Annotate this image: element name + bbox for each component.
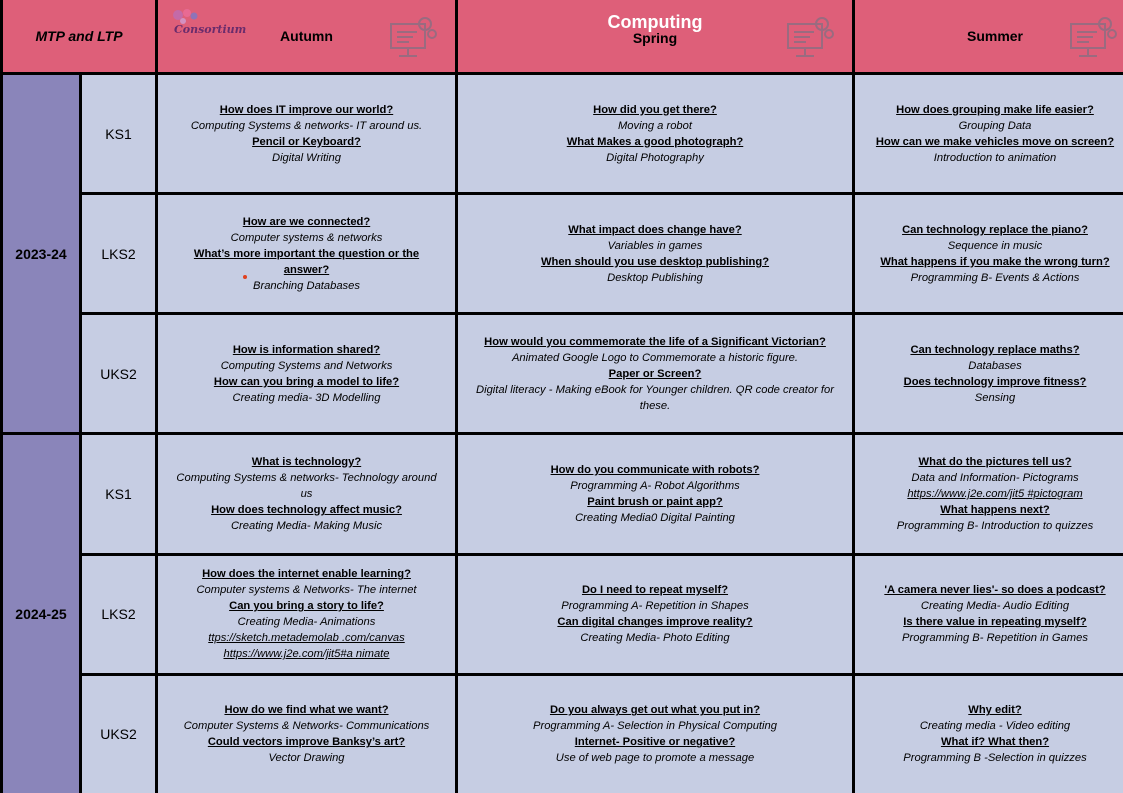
unit-description: Computer Systems & Networks- Communications xyxy=(183,720,430,733)
unit-description: Computing Systems & networks- Technology around us xyxy=(176,472,437,501)
computer-gear-icon xyxy=(786,14,834,60)
unit-question: How does technology affect music? xyxy=(211,504,402,517)
unit-description: Digital Photography xyxy=(606,151,704,164)
mtp-label: MTP and LTP xyxy=(35,28,123,44)
resource-link[interactable]: https://www.j2e.com/jit5#a nimate xyxy=(223,648,390,661)
unit-description: Computing Systems and Networks xyxy=(220,359,393,372)
unit-question: How do we find what we want? xyxy=(224,704,389,717)
spring-cell xyxy=(458,75,852,192)
unit-description: Programming A- Repetition in Shapes xyxy=(561,600,749,613)
unit-question: How can you bring a model to life? xyxy=(213,375,400,388)
unit-question: What Makes a good photograph? xyxy=(566,135,744,148)
summer-cell xyxy=(855,556,1123,673)
header-autumn xyxy=(158,0,455,72)
unit-question: Paint brush or paint app? xyxy=(587,496,723,509)
unit-question: Can technology replace maths? xyxy=(910,343,1080,356)
unit-question: How do you communicate with robots? xyxy=(550,464,760,477)
unit-description: Databases xyxy=(968,359,1022,372)
unit-question: Could vectors improve Banksy’s art? xyxy=(207,736,406,749)
page-title: Computing xyxy=(607,12,703,32)
unit-description: Data and Information- Pictograms xyxy=(911,472,1079,485)
unit-question: How does grouping make life easier? xyxy=(896,103,1094,116)
unit-description: Computer systems & networks xyxy=(230,231,383,244)
unit-description: Sequence in music xyxy=(947,239,1043,252)
unit-description: Digital literacy - Making eBook for Younger children. QR code creator for these. xyxy=(476,383,834,412)
unit-description: Programming B- Events & Actions xyxy=(910,271,1080,284)
unit-question: How can we make vehicles move on screen? xyxy=(875,135,1115,148)
unit-question: Is there value in repeating myself? xyxy=(903,616,1087,629)
unit-description: Programming A- Selection in Physical Computing xyxy=(533,720,777,733)
unit-question: How are we connected? xyxy=(242,215,371,228)
unit-question: What happens if you make the wrong turn? xyxy=(880,255,1110,268)
unit-description: Creating Media- Animations xyxy=(237,616,376,629)
spring-cell xyxy=(458,315,852,432)
unit-description: Creating Media0 Digital Painting xyxy=(575,512,735,525)
unit-description: Creating Media- Making Music xyxy=(230,520,383,533)
year-label-line: 25 xyxy=(51,606,67,623)
unit-question: How is information shared? xyxy=(232,343,381,356)
unit-description: Branching Databases xyxy=(253,279,360,292)
unit-description: Variables in games xyxy=(607,239,703,252)
key-stage-label: LKS2 xyxy=(82,556,155,673)
unit-description: Moving a robot xyxy=(617,119,692,132)
spring-label: Spring xyxy=(632,30,678,46)
year-label xyxy=(3,435,79,793)
unit-question: What happens next? xyxy=(940,504,1050,517)
key-stage-label: KS1 xyxy=(82,435,155,552)
year-label xyxy=(3,75,79,432)
unit-description: Programming B -Selection in quizzes xyxy=(903,752,1087,765)
unit-question: Do I need to repeat myself? xyxy=(581,584,729,597)
key-stage-label: UKS2 xyxy=(82,315,155,432)
unit-question: Can digital changes improve reality? xyxy=(557,616,753,629)
unit-description: Computing Systems & networks- IT around us. xyxy=(190,119,423,132)
unit-description: Vector Drawing xyxy=(268,752,345,765)
key-stage-label: UKS2 xyxy=(82,676,155,793)
unit-question: What impact does change have? xyxy=(568,223,742,236)
unit-description: Creating media- 3D Modelling xyxy=(232,391,381,404)
bullet-dot xyxy=(243,275,247,279)
unit-description: Use of web page to promote a message xyxy=(555,752,755,765)
unit-description: Introduction to animation xyxy=(933,151,1057,164)
computer-gear-icon xyxy=(389,14,437,60)
unit-description: Programming B- Repetition in Games xyxy=(902,632,1088,645)
unit-description: Sensing xyxy=(974,391,1016,404)
unit-question: Why edit? xyxy=(968,704,1022,717)
unit-question: What if? What then? xyxy=(940,736,1050,749)
unit-question: What do the pictures tell us? xyxy=(918,456,1072,469)
unit-question: Does technology improve fitness? xyxy=(903,375,1087,388)
year-label-line: 2023- xyxy=(15,245,52,262)
unit-question: 'A camera never lies'- so does a podcast? xyxy=(884,584,1106,597)
autumn-cell xyxy=(158,556,455,673)
unit-description: Animated Google Logo to Commemorate a historic figure. xyxy=(511,351,799,364)
unit-question: How does the internet enable learning? xyxy=(202,568,411,581)
year-label-line: 24 xyxy=(51,245,67,262)
spring-cell xyxy=(458,676,852,793)
spring-cell xyxy=(458,435,852,552)
summer-cell xyxy=(855,315,1123,432)
unit-description: Programming B- Introduction to quizzes xyxy=(896,520,1094,533)
unit-question: How did you get there? xyxy=(593,103,717,116)
autumn-cell xyxy=(158,435,455,552)
header-summer xyxy=(855,0,1123,72)
unit-question: Pencil or Keyboard? xyxy=(252,135,361,148)
unit-description: Desktop Publishing xyxy=(607,271,703,284)
year-label-line: 2024- xyxy=(15,606,52,623)
svg-text:Consortium: Consortium xyxy=(174,23,247,36)
summer-cell xyxy=(855,435,1123,552)
unit-description: Computer systems & Networks- The internet xyxy=(196,584,417,597)
spring-cell xyxy=(458,556,852,673)
unit-description: Grouping Data xyxy=(958,119,1032,132)
autumn-label: Autumn xyxy=(280,28,333,44)
key-stage-label: LKS2 xyxy=(82,195,155,312)
autumn-cell xyxy=(158,315,455,432)
unit-question: Paper or Screen? xyxy=(608,367,702,380)
unit-question: How would you commemorate the life of a Significant Victorian? xyxy=(484,335,826,348)
autumn-cell xyxy=(158,676,455,793)
summer-cell xyxy=(855,676,1123,793)
unit-question: What’s more important the question or the answer? xyxy=(193,247,420,276)
unit-description: Creating media - Video editing xyxy=(919,720,1071,733)
unit-description: Creating Media- Photo Editing xyxy=(580,632,730,645)
header-mtp-ltp xyxy=(3,0,155,72)
header-spring xyxy=(458,0,852,72)
autumn-cell xyxy=(158,75,455,192)
key-stage-label: KS1 xyxy=(82,75,155,192)
computer-gear-icon xyxy=(1069,14,1117,60)
consortium-logo xyxy=(168,6,254,40)
unit-description: Creating Media- Audio Editing xyxy=(920,600,1070,613)
unit-question: When should you use desktop publishing? xyxy=(540,255,770,268)
unit-question: What is technology? xyxy=(251,456,362,469)
unit-question: Can technology replace the piano? xyxy=(902,223,1088,236)
unit-question: Can you bring a story to life? xyxy=(229,600,384,613)
unit-question: Internet- Positive or negative? xyxy=(574,736,736,749)
summer-cell xyxy=(855,75,1123,192)
autumn-cell xyxy=(158,195,455,312)
resource-link[interactable]: ttps://sketch.metademolab .com/canvas xyxy=(208,632,405,645)
spring-cell xyxy=(458,195,852,312)
unit-question: Do you always get out what you put in? xyxy=(549,704,761,717)
unit-description: Digital Writing xyxy=(271,151,341,164)
summer-label: Summer xyxy=(966,28,1024,44)
resource-link[interactable]: https://www.j2e.com/jit5 #pictogram xyxy=(907,488,1083,501)
summer-cell xyxy=(855,195,1123,312)
unit-question: How does IT improve our world? xyxy=(219,103,394,116)
unit-description: Programming A- Robot Algorithms xyxy=(570,480,740,493)
